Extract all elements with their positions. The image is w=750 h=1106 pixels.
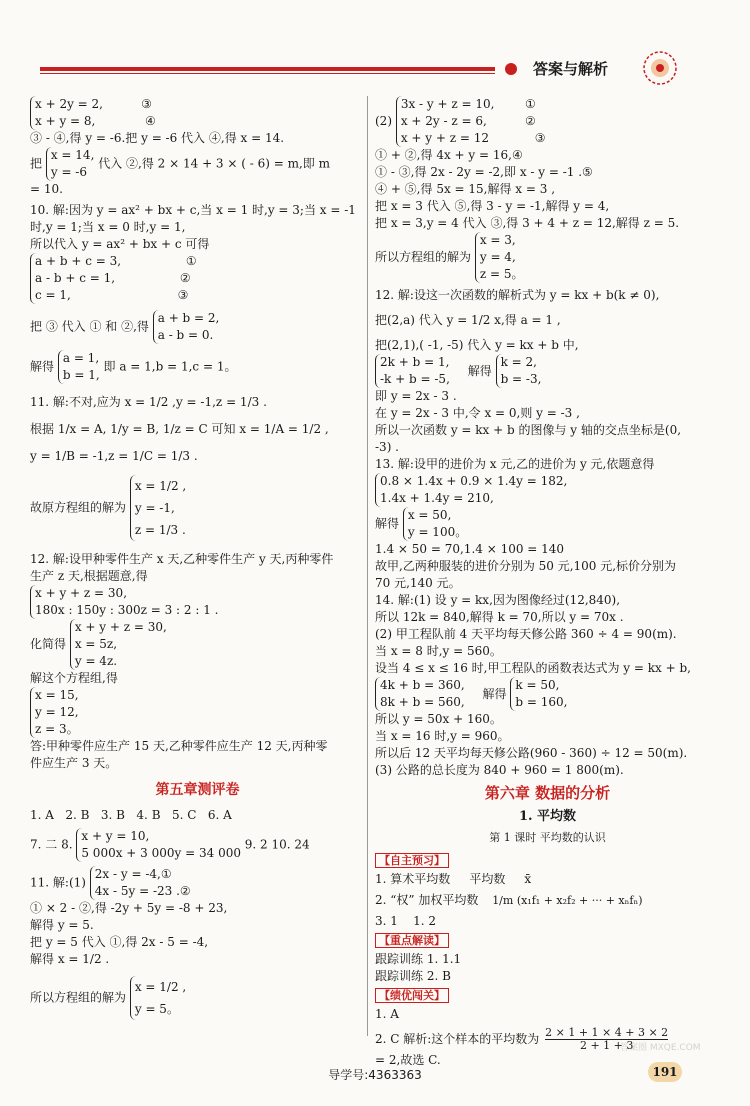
text: 9. 2 10. 24	[244, 837, 310, 852]
answer-line	[30, 828, 365, 862]
equation-line: x = 50,	[407, 508, 452, 522]
tag-self-preview: 【自主预习】	[375, 853, 449, 868]
solution-system	[375, 232, 720, 283]
equation-line: 2k + b = 1,	[380, 355, 450, 369]
flower-logo-icon	[638, 46, 682, 90]
equation-line: x + 2y = 2, ③	[35, 97, 152, 111]
solution-system	[375, 354, 720, 388]
solution-system	[30, 976, 365, 1020]
solution-line: ① + ②,得 4x + y = 16,④	[375, 148, 523, 162]
page-header	[0, 0, 750, 90]
lesson-title: 第 1 课时 平均数的认识	[489, 831, 606, 844]
solution-line: 把 x = 3 代入 ⑤,得 3 - y = -1,解得 y = 4,	[375, 199, 610, 213]
equation-line: y = -1,	[134, 501, 175, 515]
equation-line: x + y + z = 12 ③	[400, 131, 546, 145]
solution-line: 生产 z 天,根据题意,得	[30, 569, 148, 583]
equation-line: b = 160,	[515, 695, 568, 709]
solution-line: 12. 解:设这一次函数的解析式为 y = kx + b(k ≠ 0),	[375, 288, 660, 302]
solution-line: 时,y = 1;当 x = 0 时,y = 1,	[30, 220, 186, 234]
answer-line	[30, 866, 365, 900]
equation-line: z = 5。	[479, 267, 524, 281]
equation-line: y = 12,	[35, 705, 79, 719]
answer-line: 1. 算术平均数 平均数 x̄	[375, 872, 532, 886]
equation-line: y = -6	[50, 165, 87, 179]
equation-line: a - b = 0.	[157, 328, 214, 342]
equation-line: 4x - 5y = -23 .②	[94, 884, 191, 898]
solution-line: y = 1/B = -1,z = 1/C = 1/3 .	[30, 449, 198, 463]
equation-line: a - b + c = 1, ②	[35, 271, 191, 285]
tag-excellence: 【绩优闯关】	[375, 988, 449, 1003]
equation-line: z = 1/3 .	[134, 523, 186, 537]
equation-line: c = 1, ③	[35, 288, 189, 302]
solution-line: 11. 解:不对,应为 x = 1/2 ,y = -1,z = 1/3 .	[30, 395, 267, 409]
fraction-numerator: 2 × 1 + 1 × 4 + 3 × 2	[545, 1026, 669, 1039]
equation-line: x = 14,	[50, 148, 95, 162]
equation-line: 0.8 × 1.4x + 0.9 × 1.4y = 182,	[380, 474, 568, 488]
solution-line: 所以 12k = 840,解得 k = 70,所以 y = 70x .	[375, 610, 624, 624]
equation-line: 5 000x + 3 000y = 34 000	[81, 846, 241, 860]
fraction-denominator: 2 + 1 + 3	[579, 1039, 634, 1052]
chapter-title: 第六章 数据的分析	[484, 784, 611, 802]
solution-line: = 10.	[30, 182, 63, 196]
equation-line: x + y = 8, ④	[35, 114, 156, 128]
equation-system	[30, 253, 197, 304]
solution-system	[30, 475, 365, 541]
text: 解得	[30, 359, 55, 374]
answer-line: 件应生产 3 天。	[30, 756, 118, 770]
equation-line: x = 5z,	[74, 637, 118, 651]
solution-line: 把(2,1),( -1, -5) 代入 y = kx + b 中,	[375, 338, 579, 352]
equation-system	[30, 585, 219, 619]
answer-line: 1. A 2. B 3. B 4. B 5. C 6. A	[30, 808, 232, 822]
equation-system	[90, 866, 191, 900]
solution-line: 解得 y = 5.	[30, 918, 94, 932]
answer-line: 答:甲种零件应生产 15 天,乙种零件应生产 12 天,丙种零	[30, 739, 328, 753]
equation-system	[475, 232, 524, 283]
text: 7. 二 8.	[30, 837, 73, 852]
watermark: 答案圈 MXQE.COM	[620, 1043, 701, 1053]
solution-line: (3) 公路的总长度为 840 + 960 = 1 800(m).	[375, 763, 624, 777]
section-title: 1. 平均数	[518, 809, 577, 824]
equation-line: y = 4z.	[74, 654, 118, 668]
solution-line: 在 y = 2x - 3 中,令 x = 0,则 y = -3 ,	[375, 406, 580, 420]
text: 代入 ②,得 2 × 14 + 3 × ( - 6) = m,即 m	[98, 156, 331, 171]
header-dot	[505, 63, 517, 75]
text: 把	[30, 156, 43, 171]
equation-line: y = 5。	[134, 1002, 179, 1016]
equation-system	[403, 507, 467, 541]
substitution-line	[30, 310, 365, 344]
header-rule	[40, 67, 495, 71]
equation-line: 3x - y + z = 10, ①	[400, 97, 536, 111]
text: 解得	[467, 363, 492, 378]
weighted-mean-formula: 1/m (x₁f₁ + x₂f₂ + ··· + xₙfₙ)	[492, 894, 643, 907]
equation-system	[30, 96, 156, 130]
solution-line: 把(2,a) 代入 y = 1/2 x,得 a = 1 ,	[375, 313, 561, 327]
equation-system	[58, 350, 100, 384]
text: 所以方程组的解为	[30, 990, 127, 1005]
solution-line: -3) .	[375, 440, 399, 454]
text: 解得	[482, 686, 507, 701]
solution-line: 所以代入 y = ax² + bx + c 可得	[30, 237, 210, 251]
solution-line: 把 y = 5 代入 ①,得 2x - 5 = -4,	[30, 935, 209, 949]
header-rule-thin	[40, 73, 495, 74]
equation-line: x + y + z = 30,	[35, 586, 128, 600]
equation-system	[153, 310, 220, 344]
solution-line: 所以一次函数 y = kx + b 的图像与 y 轴的交点坐标是(0,	[375, 423, 682, 437]
text: 11. 解:(1)	[30, 875, 86, 890]
solution-system	[375, 507, 720, 541]
solution-line: 13. 解:设甲的进价为 x 元,乙的进价为 y 元,依题意得	[375, 457, 655, 471]
solution-system	[375, 677, 720, 711]
equation-system	[510, 677, 567, 711]
equation-system	[130, 976, 186, 1020]
equation-line: x = 3,	[479, 233, 516, 247]
simplified-system	[30, 619, 365, 670]
text: 解得	[375, 516, 400, 531]
answer-line: 跟踪训练 1. 1.1	[375, 952, 462, 966]
equation-line: x + y = 10,	[81, 829, 150, 843]
equation-line: x = 1/2 ,	[134, 479, 187, 493]
solution-line: ① × 2 - ②,得 -2y + 5y = -8 + 23,	[30, 901, 228, 915]
solution-line: 1.4 × 50 = 70,1.4 × 100 = 140	[375, 542, 565, 556]
substitution-line	[30, 147, 365, 181]
equation-line: x + y + z = 30,	[74, 620, 167, 634]
text: 即 a = 1,b = 1,c = 1。	[103, 359, 237, 374]
solution-line: 所以 y = 50x + 160。	[375, 712, 502, 726]
equation-line: 4k + b = 360,	[380, 678, 465, 692]
solution-line: 故甲,乙两种服装的进价分别为 50 元,100 元,标价分别为	[375, 559, 677, 573]
solution-line: 10. 解:因为 y = ax² + bx + c,当 x = 1 时,y = 3;当 x = -1	[30, 203, 356, 217]
solution-line: 根据 1/x = A, 1/y = B, 1/z = C 可知 x = 1/A = 1/2 ,	[30, 422, 329, 436]
equation-line: x = 1/2 ,	[134, 980, 187, 994]
equation-system	[375, 354, 450, 388]
equation-line: a = 1,	[62, 351, 100, 365]
solution-line: 解得 x = 1/2 .	[30, 952, 110, 966]
solution-line: 当 x = 16 时,y = 960。	[375, 729, 510, 743]
text: 化简得	[30, 637, 67, 651]
right-column	[375, 96, 720, 1069]
equation-line: b = 1,	[62, 368, 100, 382]
answer-line	[375, 892, 720, 909]
equation-system-block	[375, 96, 720, 147]
solution-line: 12. 解:设甲种零件生产 x 天,乙种零件生产 y 天,丙种零件	[30, 552, 334, 566]
equation-line: a + b = 2,	[157, 311, 220, 325]
solution-line: 当 x = 8 时,y = 560。	[375, 644, 502, 658]
column-divider	[367, 96, 368, 1036]
equation-line: 2x - y = -4,①	[94, 867, 172, 881]
solution-line: 把 x = 3,y = 4 代入 ③,得 3 + 4 + z = 12,解得 z = 5.	[375, 216, 680, 230]
equation-system	[375, 473, 567, 507]
solution-line: 设当 4 ≤ x ≤ 16 时,甲工程队的函数表达式为 y = kx + b,	[375, 661, 691, 675]
equation-system	[70, 619, 167, 670]
solution-line: ① - ③,得 2x - 2y = -2,即 x - y = -1 .⑤	[375, 165, 593, 179]
equation-system	[46, 147, 95, 181]
equation-line: x = 15,	[35, 688, 79, 702]
text: 故原方程组的解为	[30, 500, 127, 515]
equation-system	[130, 475, 186, 541]
equation-line: k = 50,	[515, 678, 560, 692]
equation-line: b = -3,	[500, 372, 542, 386]
answer-line: 3. 1 1. 2	[375, 914, 437, 928]
text: 所以方程组的解为	[375, 250, 472, 264]
solution-line: ④ + ⑤,得 5x = 15,解得 x = 3 ,	[375, 182, 556, 196]
left-column	[30, 96, 365, 1020]
equation-line: y = 100。	[407, 525, 468, 539]
equation-line: z = 3。	[35, 722, 79, 736]
footer-code: 导学号:4363363	[328, 1068, 422, 1082]
equation-line: 8k + b = 560,	[380, 695, 465, 709]
text: 把 ③ 代入 ① 和 ②,得	[30, 319, 149, 334]
page-number: 191	[648, 1062, 682, 1082]
text: 2. “权” 加权平均数	[375, 893, 479, 907]
text: (2)	[375, 114, 392, 128]
equation-system	[396, 96, 546, 147]
section-title-ch5-test: 第五章测评卷	[155, 782, 240, 798]
solution-system	[30, 350, 365, 384]
header-title: 答案与解析	[533, 60, 609, 78]
answer-line: = 2,故选 C.	[375, 1053, 441, 1067]
solution-line: 70 元,140 元。	[375, 576, 461, 590]
solution-line: 即 y = 2x - 3 .	[375, 389, 457, 403]
answer-line: 跟踪训练 2. B	[375, 969, 451, 983]
equation-system	[30, 687, 79, 738]
equation-line: y = 4,	[479, 250, 516, 264]
tag-key-points: 【重点解读】	[375, 933, 449, 948]
equation-system	[375, 677, 465, 711]
equation-system	[496, 354, 542, 388]
equation-line: a + b + c = 3, ①	[35, 254, 197, 268]
solution-line: 14. 解:(1) 设 y = kx,因为图像经过(12,840),	[375, 593, 621, 607]
equation-line: k = 2,	[500, 355, 537, 369]
solution-line: (2) 甲工程队前 4 天平均每天修公路 360 ÷ 4 = 90(m).	[375, 627, 677, 641]
equation-line: x + 2y - z = 6, ②	[400, 114, 536, 128]
equation-line: -k + b = -5,	[380, 372, 450, 386]
solution-line: 所以后 12 天平均每天修公路(960 - 360) ÷ 12 = 50(m).	[375, 746, 688, 760]
text: 2. C 解析:这个样本的平均数为	[375, 1032, 540, 1046]
solution-line: 解这个方程组,得	[30, 671, 118, 685]
equation-system	[76, 828, 241, 862]
answer-line: 1. A	[375, 1007, 399, 1021]
equation-line: 180x : 150y : 300z = 3 : 2 : 1 .	[35, 603, 219, 617]
solution-line: ③ - ④,得 y = -6.把 y = -6 代入 ④,得 x = 14.	[30, 131, 285, 145]
equation-line: 1.4x + 1.4y = 210,	[380, 491, 494, 505]
